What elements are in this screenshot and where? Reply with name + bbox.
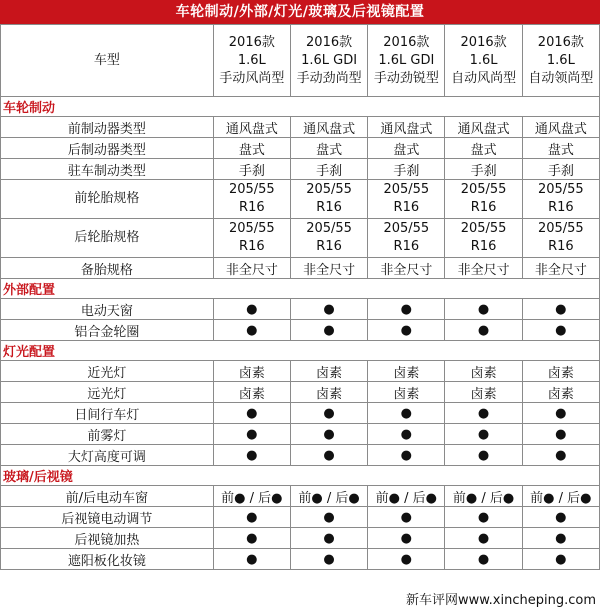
value-cell: 卤素 bbox=[522, 382, 599, 403]
row-label: 电动天窗 bbox=[1, 299, 214, 320]
model-header-line: 2016款 bbox=[306, 34, 353, 50]
value-cell: 手刹 bbox=[368, 159, 445, 180]
section-row bbox=[1, 279, 600, 299]
model-header-line: 手动风尚型 bbox=[219, 70, 285, 86]
value-cell: ● bbox=[445, 549, 522, 570]
value-cell: ● bbox=[213, 445, 290, 466]
model-header-line: 2016款 bbox=[460, 34, 507, 50]
row-label: 遮阳板化妆镜 bbox=[1, 549, 214, 570]
header-row bbox=[1, 25, 600, 97]
row-label: 远光灯 bbox=[1, 382, 214, 403]
row-label: 后视镜电动调节 bbox=[1, 507, 214, 528]
model-header-line: 2016款 bbox=[537, 34, 584, 50]
value-cell: 卤素 bbox=[368, 361, 445, 382]
value-cell: 非全尺寸 bbox=[213, 258, 290, 279]
value-cell: 卤素 bbox=[522, 361, 599, 382]
value-cell: 通风盘式 bbox=[522, 117, 599, 138]
value-cell bbox=[522, 219, 599, 258]
value-cell: 通风盘式 bbox=[368, 117, 445, 138]
value-cell: ● bbox=[445, 299, 522, 320]
value-cell: ● bbox=[368, 528, 445, 549]
value-cell: ● bbox=[290, 320, 367, 341]
table-row bbox=[1, 117, 600, 138]
model-header-line: 自动领尚型 bbox=[528, 70, 594, 86]
value-cell: 非全尺寸 bbox=[522, 258, 599, 279]
model-header-line: 手动劲锐型 bbox=[373, 70, 439, 86]
model-header-line: 1.6L bbox=[237, 52, 266, 68]
value-cell: ● bbox=[213, 424, 290, 445]
value-cell-line: 205/55 bbox=[228, 182, 275, 197]
row-label: 近光灯 bbox=[1, 361, 214, 382]
value-cell: ● bbox=[290, 299, 367, 320]
table-row bbox=[1, 403, 600, 424]
value-cell-line: 205/55 bbox=[537, 182, 584, 197]
value-cell: ● bbox=[368, 320, 445, 341]
value-cell-line: 205/55 bbox=[383, 182, 430, 197]
config-table bbox=[0, 24, 600, 570]
value-cell: ● bbox=[445, 445, 522, 466]
value-cell: ● bbox=[290, 507, 367, 528]
value-cell-line: 205/55 bbox=[306, 182, 352, 197]
value-cell: ● bbox=[213, 320, 290, 341]
value-cell: ● bbox=[368, 507, 445, 528]
value-cell: ● bbox=[445, 403, 522, 424]
value-cell: ● bbox=[290, 403, 367, 424]
value-cell bbox=[445, 219, 522, 258]
table-row bbox=[1, 486, 600, 507]
value-cell-line: R16 bbox=[470, 239, 497, 254]
value-cell bbox=[368, 180, 445, 219]
value-cell-line: 205/55 bbox=[460, 182, 507, 197]
value-cell: ● bbox=[213, 299, 290, 320]
table-row bbox=[1, 299, 600, 320]
value-cell: 盘式 bbox=[445, 138, 522, 159]
row-label: 后视镜加热 bbox=[1, 528, 214, 549]
row-label: 后轮胎规格 bbox=[1, 219, 214, 258]
model-header-line: 1.6L GDI bbox=[378, 52, 435, 68]
section-title: 车轮制动 bbox=[1, 97, 600, 117]
model-label: 车型 bbox=[1, 25, 214, 97]
table-row bbox=[1, 382, 600, 403]
value-cell: ● bbox=[522, 445, 599, 466]
value-cell: 通风盘式 bbox=[445, 117, 522, 138]
value-cell-line: R16 bbox=[393, 239, 420, 254]
section-title: 灯光配置 bbox=[1, 341, 600, 361]
model-header-line: 2016款 bbox=[228, 34, 275, 50]
table-row bbox=[1, 258, 600, 279]
row-label: 大灯高度可调 bbox=[1, 445, 214, 466]
value-cell bbox=[290, 180, 367, 219]
value-cell: ● bbox=[213, 549, 290, 570]
value-cell: ● bbox=[290, 424, 367, 445]
value-cell: 非全尺寸 bbox=[445, 258, 522, 279]
value-cell: ● bbox=[522, 424, 599, 445]
value-cell bbox=[213, 219, 290, 258]
value-cell: ● bbox=[522, 507, 599, 528]
value-cell: ● bbox=[445, 507, 522, 528]
table-row bbox=[1, 180, 600, 219]
model-header bbox=[213, 25, 290, 97]
table-row bbox=[1, 138, 600, 159]
value-cell: 卤素 bbox=[213, 361, 290, 382]
value-cell: 盘式 bbox=[368, 138, 445, 159]
value-cell-line: R16 bbox=[470, 200, 497, 215]
value-cell: ● bbox=[290, 445, 367, 466]
model-header-line: 1.6L bbox=[546, 52, 575, 68]
value-cell-line: R16 bbox=[393, 200, 420, 215]
table-row bbox=[1, 159, 600, 180]
page-title: 车轮制动/外部/灯光/玻璃及后视镜配置 bbox=[0, 0, 600, 24]
value-cell: ● bbox=[368, 424, 445, 445]
row-label: 前雾灯 bbox=[1, 424, 214, 445]
row-label: 后制动器类型 bbox=[1, 138, 214, 159]
value-cell: 盘式 bbox=[290, 138, 367, 159]
value-cell: 卤素 bbox=[290, 361, 367, 382]
value-cell-line: 205/55 bbox=[460, 221, 507, 236]
row-label: 前轮胎规格 bbox=[1, 180, 214, 219]
value-cell: ● bbox=[213, 403, 290, 424]
value-cell: ● bbox=[368, 299, 445, 320]
value-cell: ● bbox=[522, 320, 599, 341]
row-label: 铝合金轮圈 bbox=[1, 320, 214, 341]
table-row bbox=[1, 445, 600, 466]
row-label: 备胎规格 bbox=[1, 258, 214, 279]
value-cell bbox=[290, 219, 367, 258]
value-cell-line: R16 bbox=[239, 200, 265, 215]
value-cell: 盘式 bbox=[213, 138, 290, 159]
section-row bbox=[1, 466, 600, 486]
table-row bbox=[1, 361, 600, 382]
value-cell-line: R16 bbox=[548, 200, 574, 215]
table-row bbox=[1, 320, 600, 341]
value-cell: 前● / 后● bbox=[522, 486, 599, 507]
section-row bbox=[1, 341, 600, 361]
value-cell: ● bbox=[213, 528, 290, 549]
value-cell: 前● / 后● bbox=[445, 486, 522, 507]
value-cell: 通风盘式 bbox=[290, 117, 367, 138]
value-cell: ● bbox=[445, 528, 522, 549]
value-cell-line: 205/55 bbox=[228, 221, 275, 236]
value-cell: ● bbox=[522, 528, 599, 549]
value-cell: 非全尺寸 bbox=[290, 258, 367, 279]
value-cell-line: R16 bbox=[239, 239, 265, 254]
value-cell: 卤素 bbox=[368, 382, 445, 403]
model-header-line: 自动风尚型 bbox=[451, 70, 517, 86]
row-label: 前制动器类型 bbox=[1, 117, 214, 138]
model-header bbox=[368, 25, 445, 97]
value-cell-line: 205/55 bbox=[306, 221, 352, 236]
value-cell: 卤素 bbox=[445, 382, 522, 403]
value-cell: 卤素 bbox=[445, 361, 522, 382]
value-cell bbox=[368, 219, 445, 258]
model-header-line: 1.6L GDI bbox=[301, 52, 358, 68]
model-header bbox=[290, 25, 367, 97]
model-header bbox=[522, 25, 599, 97]
value-cell: ● bbox=[368, 403, 445, 424]
value-cell bbox=[213, 180, 290, 219]
value-cell-line: R16 bbox=[316, 239, 342, 254]
value-cell: 通风盘式 bbox=[213, 117, 290, 138]
value-cell: ● bbox=[445, 424, 522, 445]
value-cell: 前● / 后● bbox=[213, 486, 290, 507]
value-cell-line: R16 bbox=[316, 200, 342, 215]
model-header bbox=[445, 25, 522, 97]
value-cell: 手刹 bbox=[445, 159, 522, 180]
row-label: 日间行车灯 bbox=[1, 403, 214, 424]
value-cell: 非全尺寸 bbox=[368, 258, 445, 279]
value-cell: ● bbox=[368, 445, 445, 466]
value-cell: 盘式 bbox=[522, 138, 599, 159]
value-cell bbox=[445, 180, 522, 219]
value-cell: ● bbox=[522, 549, 599, 570]
value-cell-line: 205/55 bbox=[537, 221, 584, 236]
value-cell: ● bbox=[522, 403, 599, 424]
value-cell: ● bbox=[522, 299, 599, 320]
table-row bbox=[1, 507, 600, 528]
model-header-line: 2016款 bbox=[383, 34, 430, 50]
value-cell: ● bbox=[368, 549, 445, 570]
value-cell-line: 205/55 bbox=[383, 221, 430, 236]
watermark: 新车评网www.xincheping.com bbox=[405, 593, 596, 608]
value-cell: 卤素 bbox=[213, 382, 290, 403]
value-cell: 前● / 后● bbox=[368, 486, 445, 507]
value-cell: 卤素 bbox=[290, 382, 367, 403]
value-cell: ● bbox=[213, 507, 290, 528]
table-row bbox=[1, 219, 600, 258]
table-row bbox=[1, 528, 600, 549]
value-cell: 手刹 bbox=[213, 159, 290, 180]
row-label: 驻车制动类型 bbox=[1, 159, 214, 180]
value-cell: ● bbox=[290, 549, 367, 570]
table-row bbox=[1, 549, 600, 570]
value-cell-line: R16 bbox=[548, 239, 574, 254]
value-cell: 手刹 bbox=[290, 159, 367, 180]
section-title: 玻璃/后视镜 bbox=[1, 466, 600, 486]
value-cell: 前● / 后● bbox=[290, 486, 367, 507]
row-label: 前/后电动车窗 bbox=[1, 486, 214, 507]
section-title: 外部配置 bbox=[1, 279, 600, 299]
value-cell: 手刹 bbox=[522, 159, 599, 180]
section-row bbox=[1, 97, 600, 117]
value-cell: ● bbox=[290, 528, 367, 549]
value-cell: ● bbox=[445, 320, 522, 341]
table-row bbox=[1, 424, 600, 445]
value-cell bbox=[522, 180, 599, 219]
model-header-line: 1.6L bbox=[469, 52, 498, 68]
model-header-line: 手动劲尚型 bbox=[296, 70, 362, 86]
